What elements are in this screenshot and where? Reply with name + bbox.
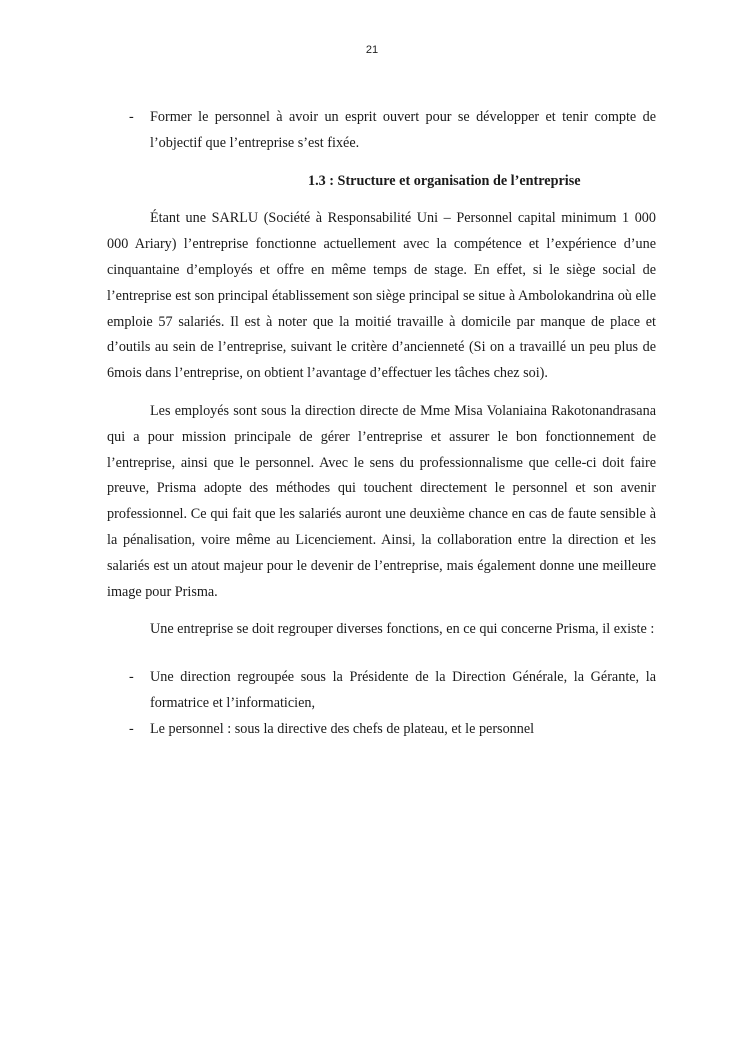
paragraph-management: Les employés sont sous la direction directe de Mme Misa Volaniaina Rakotonandrasana qui a pour mission principale de gérer l’entreprise et assurer le bon fonctionnement de l’entreprise, ainsi que le personnel. Avec le sens du professionnalisme que celle-ci doit faire preuve, Prisma adopte des méthodes qui touchent directement le personnel et son avenir professionnel. Ce qui fait que les salariés auront une deuxième chance en cas de faute sensible à la pénalisation, voire même au Licenciement. Ainsi, la collaboration entre la direction et les salariés est un atout majeur pour le devenir de l’entreprise, mais également donne une meilleure image pour Prisma. <box>107 402 656 600</box>
intro-bullet-list <box>107 105 656 157</box>
bullet-text: Une direction regroupée sous la Présidente de la Direction Générale, la Gérante, la formatrice et l’informaticien, <box>150 669 656 711</box>
bullet-dash: - <box>129 109 134 125</box>
list-item <box>107 717 656 743</box>
list-item <box>107 105 656 157</box>
bullet-text: Le personnel : sous la directive des chefs de plateau, et le personnel <box>150 720 535 737</box>
page-number: 21 <box>365 44 379 56</box>
section-heading: 1.3 : Structure et organisation de l’entreprise <box>308 172 581 189</box>
functions-bullet-list <box>107 665 656 742</box>
bullet-dash: - <box>129 669 134 686</box>
list-item <box>107 665 656 717</box>
bullet-dash: - <box>129 720 134 737</box>
page-content <box>107 105 656 743</box>
bullet-text: Former le personnel à avoir un esprit ouvert pour se développer et tenir compte de l’objectif que l’entreprise s’est fixée. <box>150 109 656 151</box>
paragraph-company-status: Étant une SARLU (Société à Responsabilité Uni – Personnel capital minimum 1 000 000 Ariary) l’entreprise fonctionne actuellement avec la compétence et l’expérience d’une cinquantaine d’employés et offre en même temps de stage. En effet, si le siège social de l’entreprise est son principal établissement son siège principal se situe à Ambolokandrina où elle emploie 57 salariés. Il est à noter que la moitié travaille à domicile par manque de place et d’outils au sein de l’entreprise, suivant le critère d’ancienneté (Si on a travaillé un peu plus de 6mois dans l’entreprise, on obtient l’avantage d’effectuer les tâches chez soi). <box>107 210 656 382</box>
paragraph-functions: Une entreprise se doit regrouper diverses fonctions, en ce qui concerne Prisma, il existe : <box>150 621 655 638</box>
